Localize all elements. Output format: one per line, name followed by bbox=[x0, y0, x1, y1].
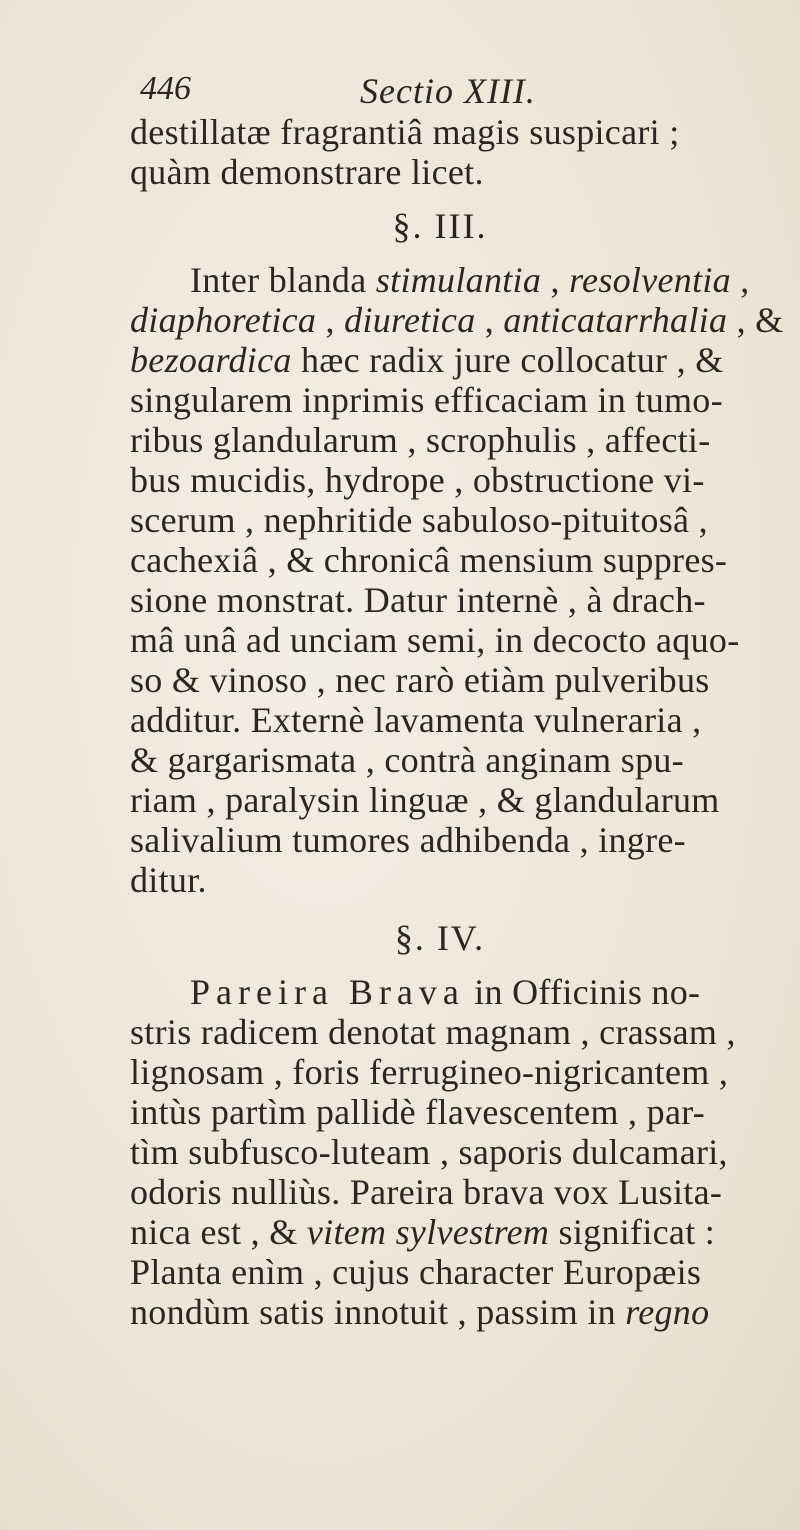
text-line bbox=[130, 1052, 750, 1092]
section-heading: §. III. bbox=[392, 206, 488, 246]
italic-term: regno bbox=[625, 1292, 710, 1332]
text-line bbox=[130, 300, 784, 340]
italic-term: anticatarrhalia bbox=[503, 300, 728, 340]
text-line bbox=[130, 1172, 750, 1212]
line-rest: in Officinis no- bbox=[464, 972, 701, 1012]
text-run: odoris nulliùs. Pareira brava vox Lusita- bbox=[130, 1172, 723, 1212]
text-run: ribus glandularum , scrophulis , affecti- bbox=[130, 420, 711, 460]
text-run: bus mucidis, hydrope , obstructione vi- bbox=[130, 460, 705, 500]
text-run: additur. Externè lavamenta vulneraria , bbox=[130, 700, 702, 740]
italic-term: diaphoretica bbox=[130, 300, 317, 340]
text-run: Planta enìm , cujus character Europæis bbox=[130, 1252, 702, 1292]
text-run: , bbox=[316, 300, 345, 340]
text-run: scerum , nephritide sabuloso-pituitosâ , bbox=[130, 500, 708, 540]
text-line bbox=[130, 380, 750, 420]
text-line bbox=[130, 460, 750, 500]
text-run: , bbox=[541, 260, 570, 300]
italic-term: resolventia bbox=[569, 260, 731, 300]
text-run: mâ unâ ad unciam semi, in decocto aquo- bbox=[130, 620, 740, 660]
text-run: tìm subfusco-luteam , saporis dulcamari, bbox=[130, 1132, 728, 1172]
text-line bbox=[130, 1132, 750, 1172]
text-run: sione monstrat. Datur internè , à drach- bbox=[130, 580, 706, 620]
text-line bbox=[130, 620, 750, 660]
text-line bbox=[130, 500, 750, 540]
text-line bbox=[130, 1212, 750, 1252]
text-run: lignosam , foris ferrugineo-nigricantem , bbox=[130, 1052, 729, 1092]
text-run: nondùm satis innotuit , passim in bbox=[130, 1292, 626, 1332]
text-line bbox=[130, 260, 750, 300]
text-run: significat : bbox=[549, 1212, 716, 1252]
text-line bbox=[130, 340, 750, 380]
text-run: intùs partìm pallidè flavescentem , par- bbox=[130, 1092, 706, 1132]
page-text bbox=[130, 112, 784, 1332]
text-run: riam , paralysin linguæ , & glandularum bbox=[130, 780, 720, 820]
text-run: , bbox=[731, 260, 750, 300]
text-run: Inter blanda bbox=[190, 260, 376, 300]
text-line bbox=[130, 1012, 750, 1052]
text-run: , & bbox=[727, 300, 784, 340]
text-line bbox=[130, 420, 750, 460]
text-run: so & vinoso , nec rarò etiàm pulveribus bbox=[130, 660, 710, 700]
text-line bbox=[130, 700, 750, 740]
section-heading: §. IV. bbox=[394, 918, 486, 958]
italic-term: bezoardica bbox=[130, 340, 292, 380]
section-3-body bbox=[130, 260, 784, 900]
text-line bbox=[130, 972, 750, 1012]
section-4-body bbox=[130, 1012, 750, 1332]
italic-term: stimulantia bbox=[375, 260, 542, 300]
text-run: cachexiâ , & chronicâ mensium suppres- bbox=[130, 540, 728, 580]
text-run: hæc radix jure collocatur , & bbox=[291, 340, 724, 380]
running-head: Sectio XIII. bbox=[360, 71, 536, 111]
text-line bbox=[130, 780, 750, 820]
text-line bbox=[130, 1292, 750, 1332]
text-run: nica est , & bbox=[130, 1212, 307, 1252]
term-pareira-brava: Pareira Brava bbox=[190, 972, 465, 1012]
text-run: & gargarismata , contrà anginam spu- bbox=[130, 740, 684, 780]
page-number: 446 bbox=[140, 70, 191, 107]
text-run: salivalium tumores adhibenda , ingre- bbox=[130, 820, 686, 860]
text-run: singularem inprimis efficaciam in tumo- bbox=[130, 380, 723, 420]
text-line bbox=[130, 540, 750, 580]
text-line bbox=[130, 820, 750, 860]
text-run: ditur. bbox=[130, 860, 207, 900]
text-run: , bbox=[475, 300, 504, 340]
text-line bbox=[130, 1092, 750, 1132]
text-line bbox=[130, 660, 750, 700]
italic-term: diuretica bbox=[344, 300, 476, 340]
text-run: stris radicem denotat magnam , crassam , bbox=[130, 1012, 736, 1052]
text-line bbox=[130, 740, 750, 780]
text-line: quàm demonstrare licet. bbox=[130, 152, 484, 192]
text-line bbox=[130, 860, 750, 900]
text-line bbox=[130, 580, 750, 620]
italic-term: vitem sylvestrem bbox=[306, 1212, 550, 1252]
text-line bbox=[130, 1252, 750, 1292]
text-line: destillatæ fragrantiâ magis suspicari ; bbox=[130, 112, 680, 152]
